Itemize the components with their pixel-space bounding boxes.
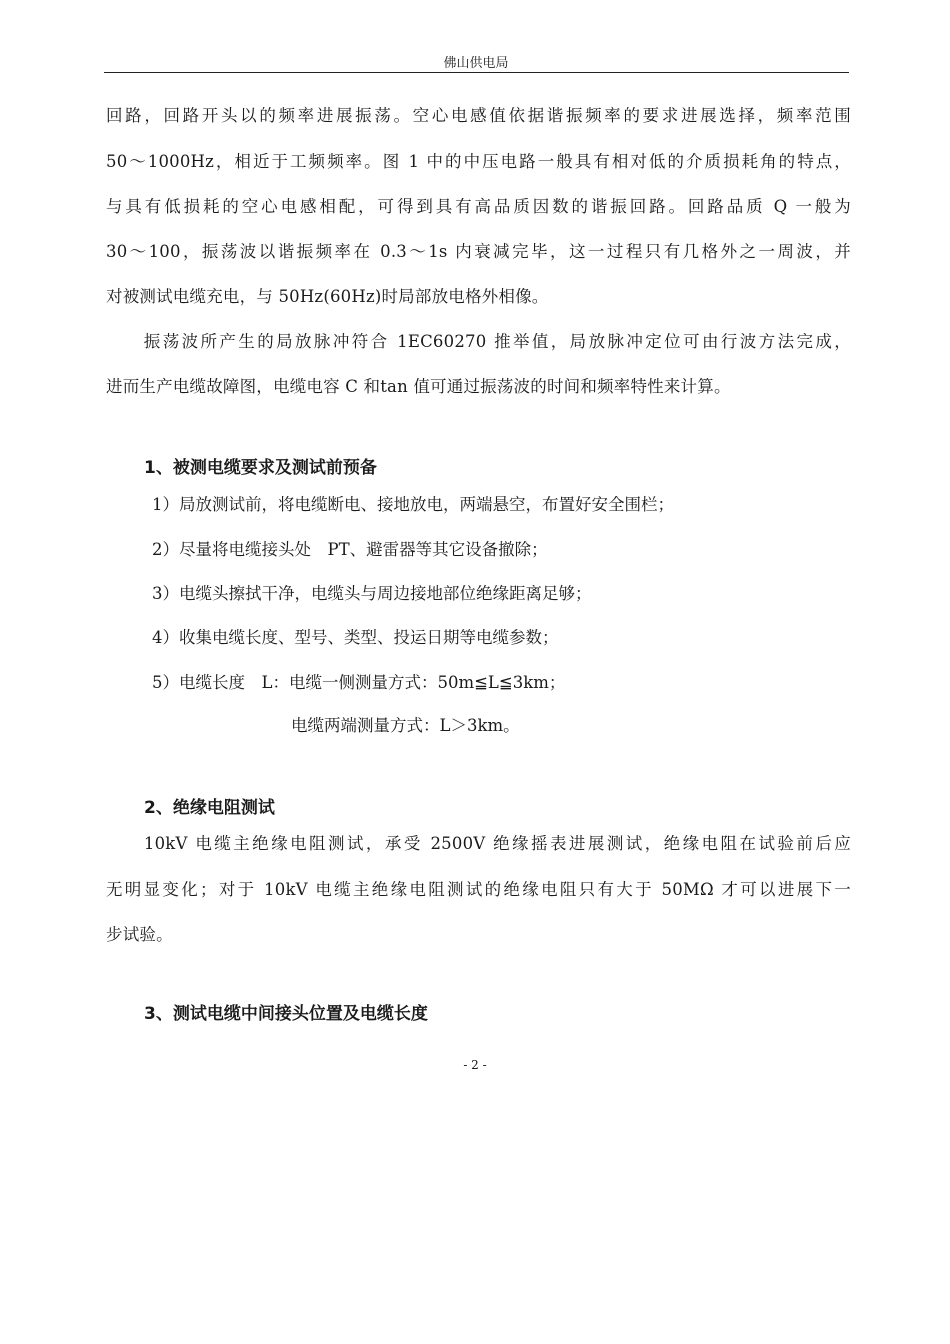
section3-heading: 3、测试电缆中间接头位置及电缆长度 <box>144 1004 428 1024</box>
section2-line-3: 步试验。 <box>106 925 173 944</box>
section2-line-2: 无明显变化；对于 10kV 电缆主绝缘电阻测试的绝缘电阻只有大于 50MΩ 才可以进展下一 <box>106 880 851 899</box>
intro-line-1: 回路，回路开头以的频率进展振荡。空心电感值依据谐振频率的要求进展选择，频率范围 <box>106 106 851 125</box>
section1-item-5: 5）电缆长度 L：电缆一侧测量方式：50m≦L≦3km； <box>152 673 566 692</box>
para2-line-2: 进而生产电缆故障图，电缆电容 C 和tan 值可通过振荡波的时间和频率特性来计算。 <box>106 377 731 396</box>
section2-line-1: 10kV 电缆主绝缘电阻测试，承受 2500V 绝缘摇表进展测试，绝缘电阻在试验前后应 <box>106 834 851 853</box>
section1-item-1: 1）局放测试前，将电缆断电、接地放电，两端悬空，布置好安全围栏； <box>152 495 674 514</box>
intro-line-3: 与具有低损耗的空心电感相配，可得到具有高品质因数的谐振回路。回路品质 Q 一般为 <box>106 197 851 216</box>
para2-line-1: 振荡波所产生的局放脉冲符合 1EC60270 推举值，局放脉冲定位可由行波方法完成， <box>106 332 851 351</box>
intro-line-4: 30～100，振荡波以谐振频率在 0.3～1s 内衰减完毕，这一过程只有几格外之一周波，并 <box>106 242 851 261</box>
section2-heading: 2、绝缘电阻测试 <box>144 798 275 818</box>
page-number: - 2 - <box>463 1058 487 1072</box>
intro-line-5: 对被测试电缆充电，与 50Hz(60Hz)时局部放电格外相像。 <box>106 287 549 306</box>
section1-item-2: 2）尽量将电缆接头处 PT、避雷器等其它设备撤除； <box>152 540 548 559</box>
section1-item-4: 4）收集电缆长度、型号、类型、投运日期等电缆参数； <box>152 628 559 647</box>
section1-item-5-cont: 电缆两端测量方式：L＞3km。 <box>291 716 520 735</box>
page-header: 佛山供电局 <box>443 56 509 71</box>
section1-heading: 1、被测电缆要求及测试前预备 <box>144 458 377 478</box>
intro-line-2: 50～1000Hz，相近于工频频率。图 1 中的中压电路一般具有相对低的介质损耗角的特点， <box>106 152 851 171</box>
section1-item-3: 3）电缆头擦拭干净，电缆头与周边接地部位绝缘距离足够； <box>152 584 592 603</box>
header-rule <box>104 72 849 73</box>
